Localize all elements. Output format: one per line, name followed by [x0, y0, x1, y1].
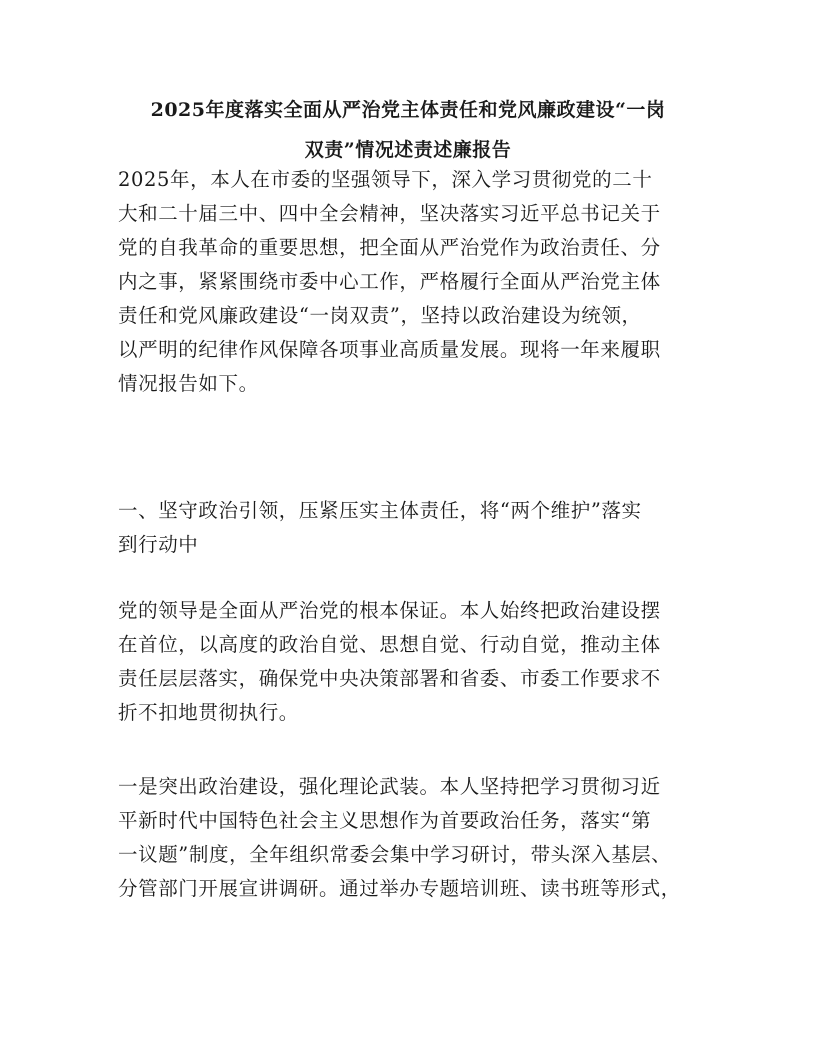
intro-paragraph	[118, 163, 718, 401]
heading-line: 到行动中	[118, 533, 199, 556]
paragraph-line: 责任层层落实，确保党中央决策部署和省委、市委工作要求不	[118, 667, 661, 690]
section-heading-1	[118, 494, 718, 562]
paragraph-line: 党的领导是全面从严治党的根本保证。本人始终把政治建设摆	[118, 599, 661, 622]
paragraph-line: 在首位，以高度的政治自觉、思想自觉、行动自觉，推动主体	[118, 633, 661, 656]
paragraph-line: 一议题”制度，全年组织常委会集中学习研讨，带头深入基层、	[118, 843, 672, 866]
paragraph-line: 党的自我革命的重要思想，把全面从严治党作为政治责任、分	[118, 236, 661, 259]
paragraph-line: 以严明的纪律作风保障各项事业高质量发展。现将一年来履职	[118, 338, 661, 361]
heading-line: 一、坚守政治引领，压紧压实主体责任，将“两个维护”落实	[118, 499, 642, 522]
paragraph-line: 分管部门开展宣讲调研。通过举办专题培训班、读书班等形式，	[118, 877, 681, 900]
title-line-1: 2025年度落实全面从严治党主体责任和党风廉政建设“一岗	[150, 99, 666, 121]
paragraph-line: 2025年，本人在市委的坚强领导下，深入学习贯彻党的二十	[118, 168, 653, 191]
report-title	[110, 90, 706, 170]
paragraph-line: 一是突出政治建设，强化理论武装。本人坚持把学习贯彻习近	[118, 775, 661, 798]
body-paragraph-1	[118, 594, 718, 730]
paragraph-line: 平新时代中国特色社会主义思想作为首要政治任务，落实“第	[118, 809, 652, 832]
paragraph-line: 大和二十届三中、四中全会精神，坚决落实习近平总书记关于	[118, 202, 661, 225]
paragraph-line: 折不扣地贯彻执行。	[118, 701, 299, 724]
body-paragraph-2	[118, 770, 718, 906]
title-line-2: 双责”情况述责述廉报告	[304, 139, 512, 161]
paragraph-line: 责任和党风廉政建设“一岗双责”，坚持以政治建设为统领，	[118, 304, 642, 327]
paragraph-line: 内之事，紧紧围绕市委中心工作，严格履行全面从严治党主体	[118, 270, 661, 293]
paragraph-line: 情况报告如下。	[118, 372, 259, 395]
